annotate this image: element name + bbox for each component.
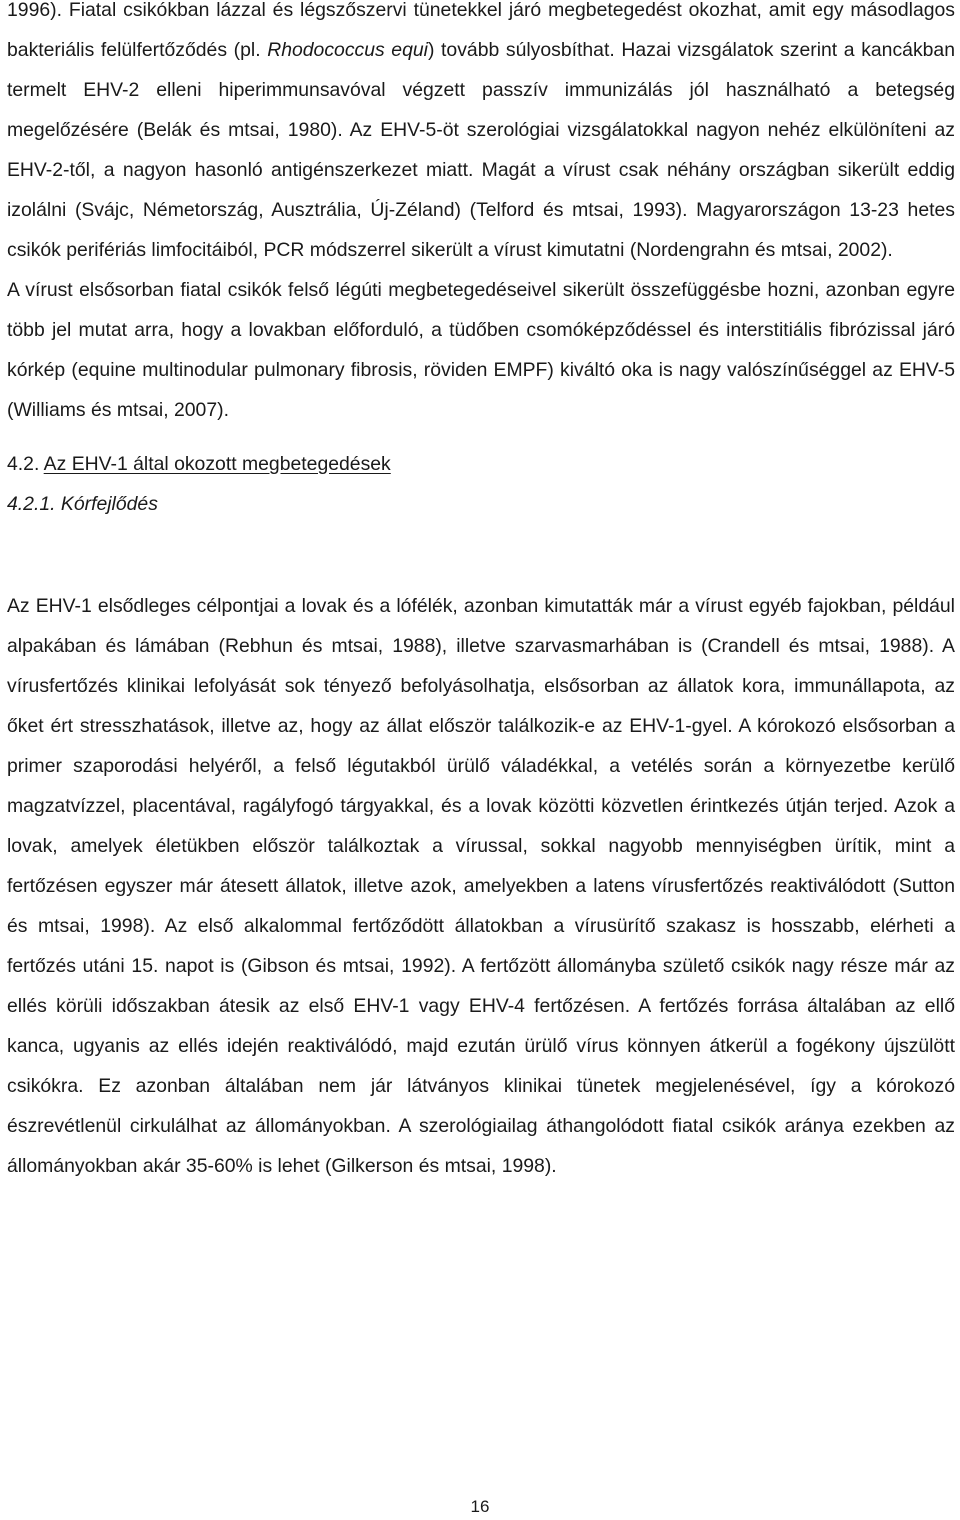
spacer — [7, 524, 955, 586]
document-page — [7, 0, 955, 1186]
paragraph-text: ) tovább súlyosbíthat. Hazai vizsgálatok szerint a kancákban termelt EHV-2 elleni hiperimmunsavóval végzett passzív immunizálás jól használható a betegség megelőzésére (Belák és mtsai, 1980). Az EHV-5-öt szerológiai vizsgálatokkal nagyon nehéz elkülöníteni az EHV-2-től, a nagyon hasonló antigénszerkezet miatt. Magát a vírust csak néhány országban sikerült eddig izolálni (Svájc, Németország, Ausztrália, Új-Zéland) (Telford és mtsai, 1993). Magyarországon 13-23 hetes csikók perifériás limfocitáiból, PCR módszerrel sikerült a vírust kimutatni (Nordengrahn és mtsai, 2002). — [7, 39, 955, 261]
paragraph-ehv1-pathogenesis: Az EHV-1 elsődleges célpontjai a lovak és a lófélék, azonban kimutatták már a vírust egyéb fajokban, például alpakában és lámában (Rebhun és mtsai, 1988), illetve szarvasmarhában is (Crandell és mtsai, 1988). A vírusfertőzés klinikai lefolyását sok tényező befolyásolhatja, elsősorban az állatok kora, immunállapota, az őket ért stresszhatások, illetve az, hogy az állat először találkozik-e az EHV-1-gyel. A kórokozó elsősorban a primer szaporodási helyéről, a felső légutakból ürülő váladékkal, a vetélés során a környezetbe kerülő magzatvízzel, placentával, ragályfogó tárgyakkal, és a lovak közötti közvetlen érintkezés útján terjed. Azok a lovak, amelyek életükben először találkoztak a vírussal, sokkal nagyobb mennyiségben ürítik, mint a fertőzésen egyszer már átesett állatok, illetve azok, amelyekben a latens vírusfertőzés reaktiválódott (Sutton és mtsai, 1998). Az első alkalommal fertőződött állatokban a vírusürítő szakasz is hosszabb, elérheti a fertőzés utáni 15. napot is (Gibson és mtsai, 1992). A fertőzött állományba születő csikók nagy része már az ellés körüli időszakban átesik az első EHV-1 vagy EHV-4 fertőzésen. A fertőzés forrása általában az ellő kanca, ugyanis az ellés idején reaktiválódó, majd ezután ürülő vírus könnyen átkerül a fogékony újszülött csikókra. Ez azonban általában nem jár látványos klinikai tünetek megjelenésével, így a kórokozó észrevétlenül cirkulálhat az állományokban. A szerológiailag áthangolódott fiatal csikók aránya ezekben az állományokban akár 35-60% is lehet (Gilkerson és mtsai, 1998). — [7, 595, 955, 1177]
section-heading — [7, 444, 955, 484]
page-number: 16 — [470, 1497, 490, 1516]
subsection-heading: 4.2.1. Kórfejlődés — [7, 493, 158, 515]
species-name: Rhodococcus equi — [267, 39, 428, 61]
section-title: Az EHV-1 által okozott megbetegedések — [43, 453, 391, 475]
paragraph-ehv5-serology — [7, 0, 955, 270]
paragraph-text: 1996). Fiatal csikókban lázzal és légszőszervi tünetekkel járó megbetegedést okozhat, amit egy másodlagos bakteriális felülfertőződés (pl. — [7, 0, 955, 61]
section-number: 4.2. — [7, 453, 40, 475]
paragraph-ehv5-empf: A vírust elsősorban fiatal csikók felső légúti megbetegedéseivel sikerült összefüggésbe hozni, azonban egyre több jel mutat arra, hogy a lovakban előforduló, a tüdőben csomóképződéssel és interstitiális fibrózissal járó kórkép (equine multinodular pulmonary fibrosis, röviden EMPF) kiváltó oka is nagy valószínűséggel az EHV-5 (Williams és mtsai, 2007). — [7, 279, 955, 421]
spacer — [7, 430, 955, 444]
